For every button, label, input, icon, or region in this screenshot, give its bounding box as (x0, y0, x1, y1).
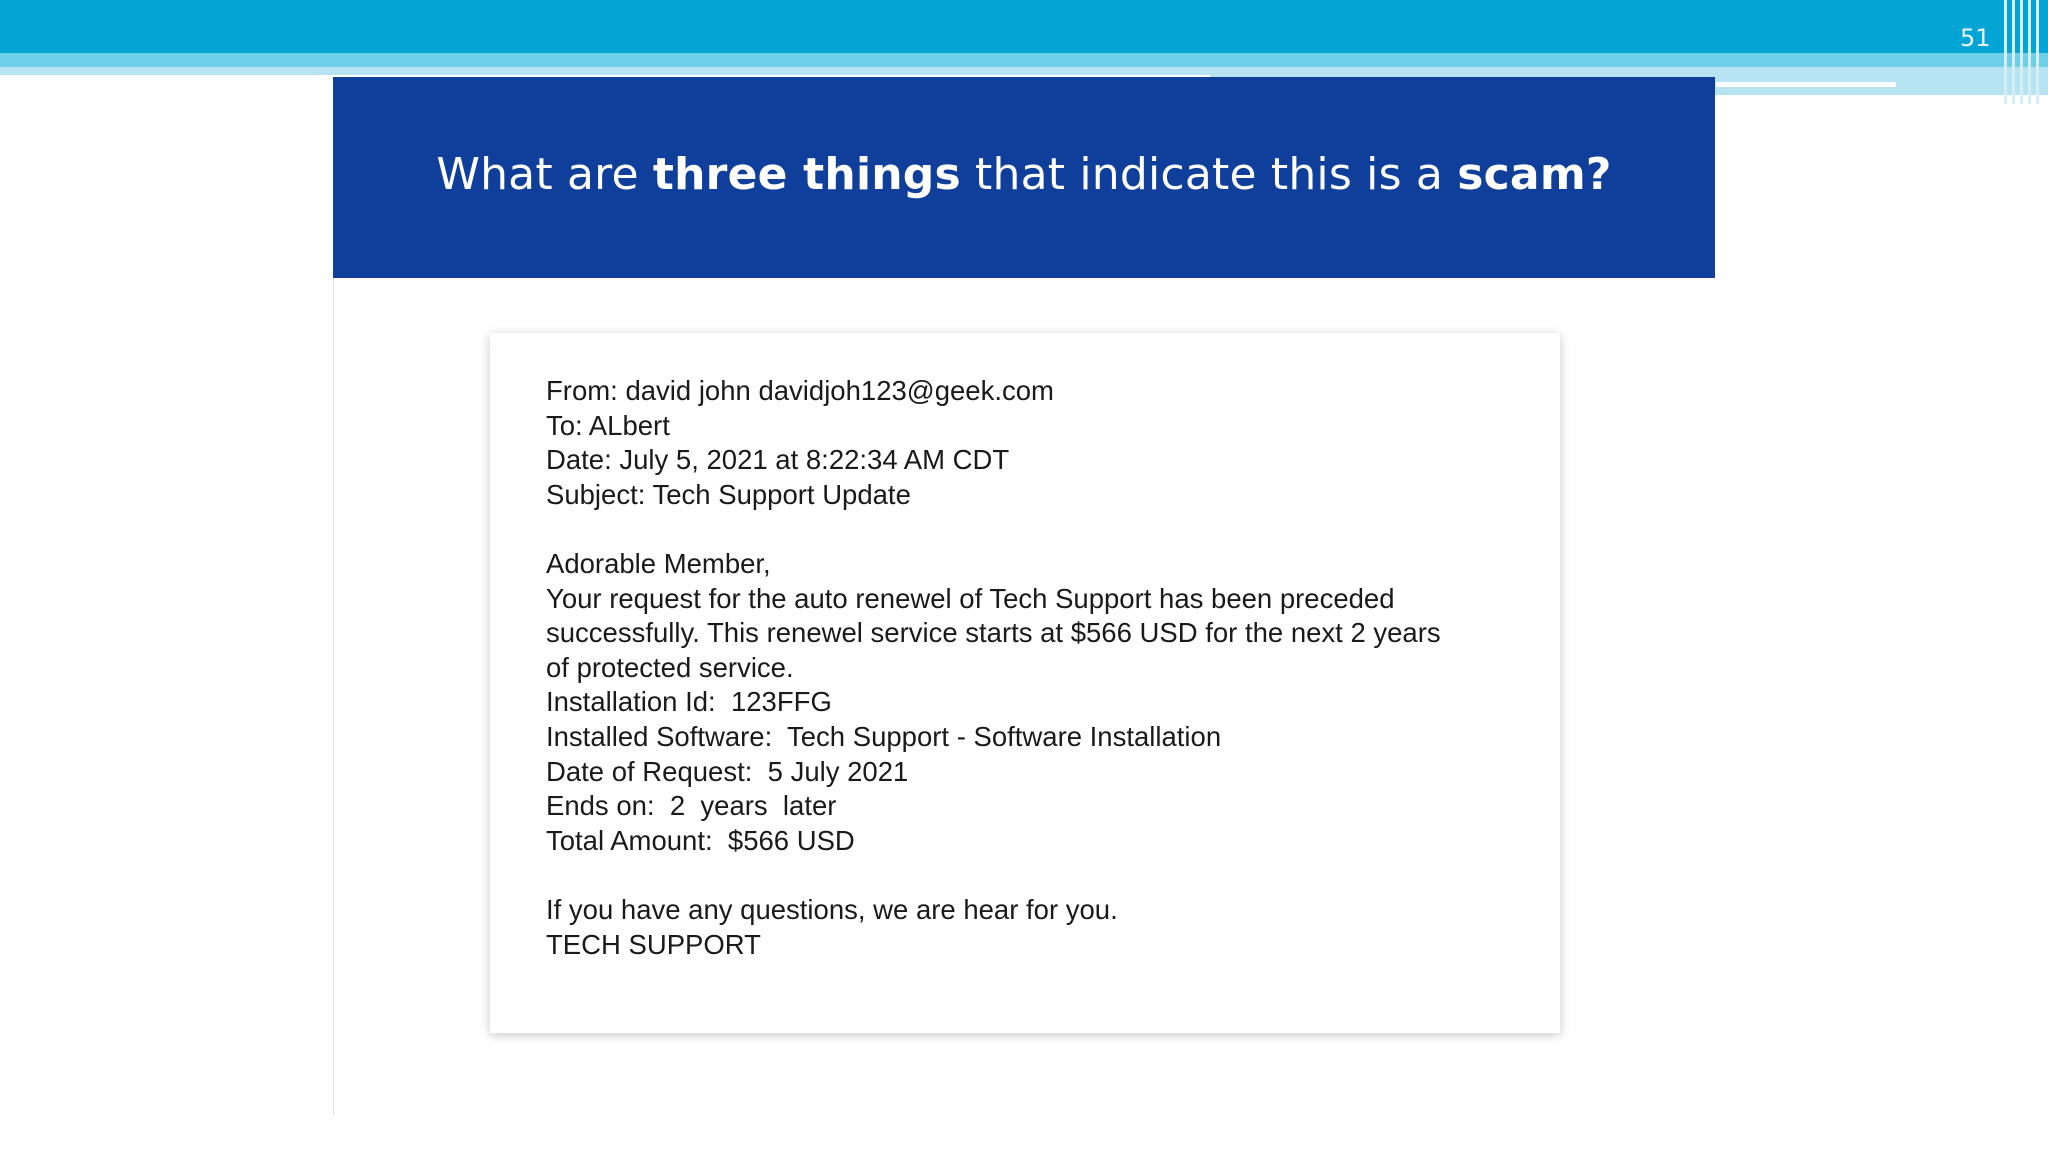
email-to: To: ALbert (546, 409, 670, 441)
email-subject: Subject: Tech Support Update (546, 478, 911, 510)
email-date: Date: July 5, 2021 at 8:22:34 AM CDT (546, 444, 1010, 476)
title-emphasis-scam: scam? (1457, 149, 1612, 200)
title-emphasis-three-things: three things (652, 149, 961, 200)
email-installed-software: Installed Software: Tech Support - Software Installation (546, 720, 1222, 752)
email-from: From: david john davidjoh123@geek.com (546, 375, 1054, 406)
top-accent-stripe-left (0, 67, 1210, 75)
email-ends-on: Ends on: 2 years later (546, 790, 837, 822)
email-body-line: of protected service. (546, 651, 794, 683)
top-accent-highlight (1716, 82, 1896, 87)
title-panel (333, 77, 1715, 278)
email-body-line: Your request for the auto renewel of Tech Support has been preceded (546, 582, 1395, 614)
top-banner (0, 0, 2048, 53)
title-text-part2: that indicate this is a (960, 149, 1458, 200)
email-body (546, 374, 1546, 962)
top-accent-stripe (0, 53, 2048, 67)
content-divider (333, 278, 334, 1115)
email-body-line: successfully. This renewel service starts at $566 USD for the next 2 years (546, 617, 1441, 649)
email-date-of-request: Date of Request: 5 July 2021 (546, 755, 909, 787)
email-installation-id: Installation Id: 123FFG (546, 686, 832, 718)
email-signature: TECH SUPPORT (546, 928, 761, 960)
title-text-part1: What are (436, 149, 653, 200)
email-total-amount: Total Amount: $566 USD (546, 824, 855, 856)
email-greeting: Adorable Member, (546, 547, 771, 579)
slide-title (436, 149, 1611, 200)
email-screenshot (490, 333, 1560, 1033)
email-closing: If you have any questions, we are hear for you. (546, 893, 1118, 925)
decorative-vertical-lines (2000, 0, 2048, 104)
slide-number: 51 (1960, 24, 1991, 52)
